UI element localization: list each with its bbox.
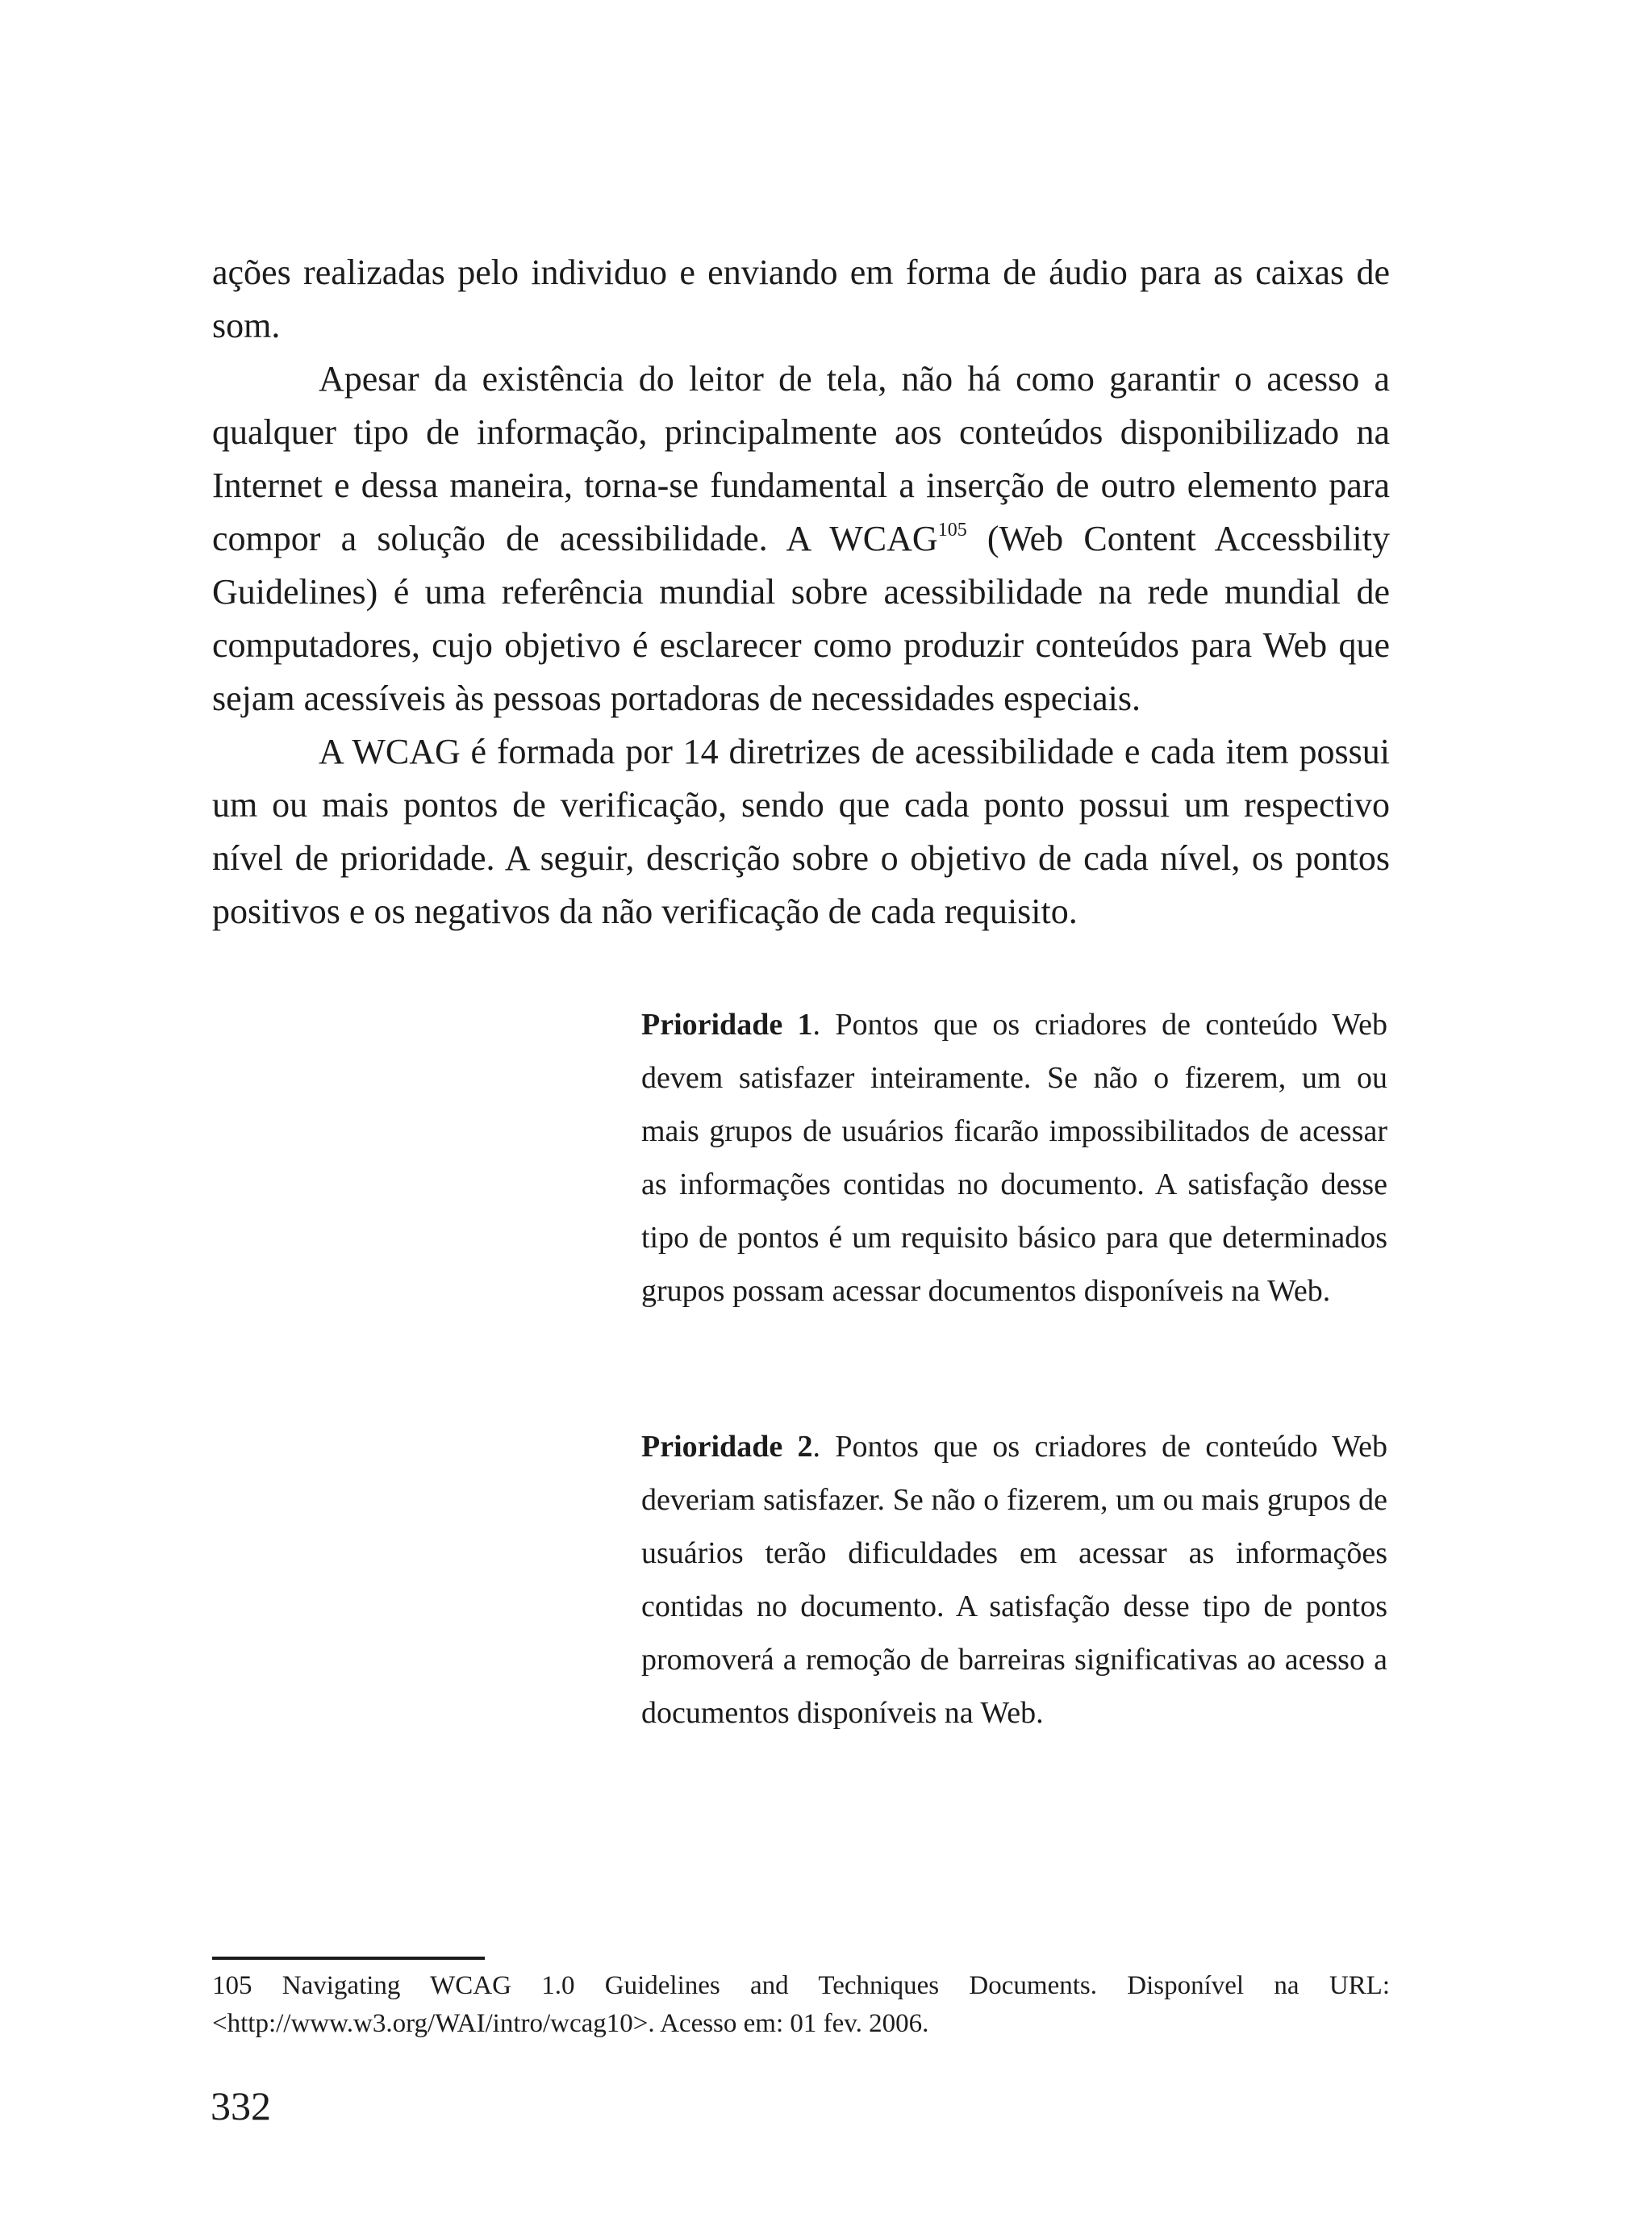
quote-priority-1 (641, 998, 1387, 1318)
paragraph-2 (212, 353, 1390, 725)
paragraph-2-text-b: (Web Content Accessbility Guidelines) é uma referência mundial sobre acessibilidade na rede mundial de computadores, cujo objetivo é esclarecer como produzir conteúdos para Web que sejam acessíveis às pessoas portadoras de necessidades especiais. (212, 519, 1391, 718)
footnote-reference[interactable]: 105 (937, 520, 967, 541)
page-number: 332 (211, 2083, 271, 2128)
quote-text: . Pontos que os criadores de conteúdo Web deveriam satisfazer. Se não o fizerem, um ou mais grupos de usuários terão dificuldades em acessar as informações contidas no documento. A satisfação desse tipo de pontos promoverá a remoção de barreiras significativas ao acesso a documentos disponíveis na Web. (641, 1430, 1387, 1730)
quote-text: . Pontos que os criadores de conteúdo Web devem satisfazer inteiramente. Se não o fizerem, um ou mais grupos de usuários ficarão impossibilitados de acessar as informações contidas no documento. A satisfação desse tipo de pontos é um requisito básico para que determinados grupos possam acessar documentos disponíveis na Web. (641, 1008, 1387, 1308)
quote-label: Prioridade 2 (641, 1430, 813, 1464)
paragraph-1: ações realizadas pelo individuo e enviando em forma de áudio para as caixas de som. (212, 253, 1390, 345)
quote-priority-2 (641, 1420, 1387, 1740)
main-text (212, 246, 1390, 938)
paragraph-3: A WCAG é formada por 14 diretrizes de acessibilidade e cada item possui um ou mais pontos de verificação, sendo que cada ponto possui um respectivo nível de prioridade. A seguir, descrição sobre o objetivo de cada nível, os pontos positivos e os negativos da não verificação de cada requisito. (212, 732, 1390, 931)
quote-label: Prioridade 1 (641, 1008, 813, 1042)
paragraph-2-text-a: Apesar da existência do leitor de tela, não há como garantir o acesso a qualquer tipo de informação, principalmente aos conteúdos disponibilizado na Internet e dessa maneira, torna-se fundamental a inserção de outro elemento para compor a solução de acessibilidade. A WCAG (212, 359, 1390, 558)
footnote: 105 Navigating WCAG 1.0 Guidelines and Techniques Documents. Disponível na URL: <http://www.w3.org/WAI/intro/wcag10>. Acesso em: 01 fev. 2006. (212, 1971, 1390, 2038)
footnote-divider (212, 1957, 485, 1960)
